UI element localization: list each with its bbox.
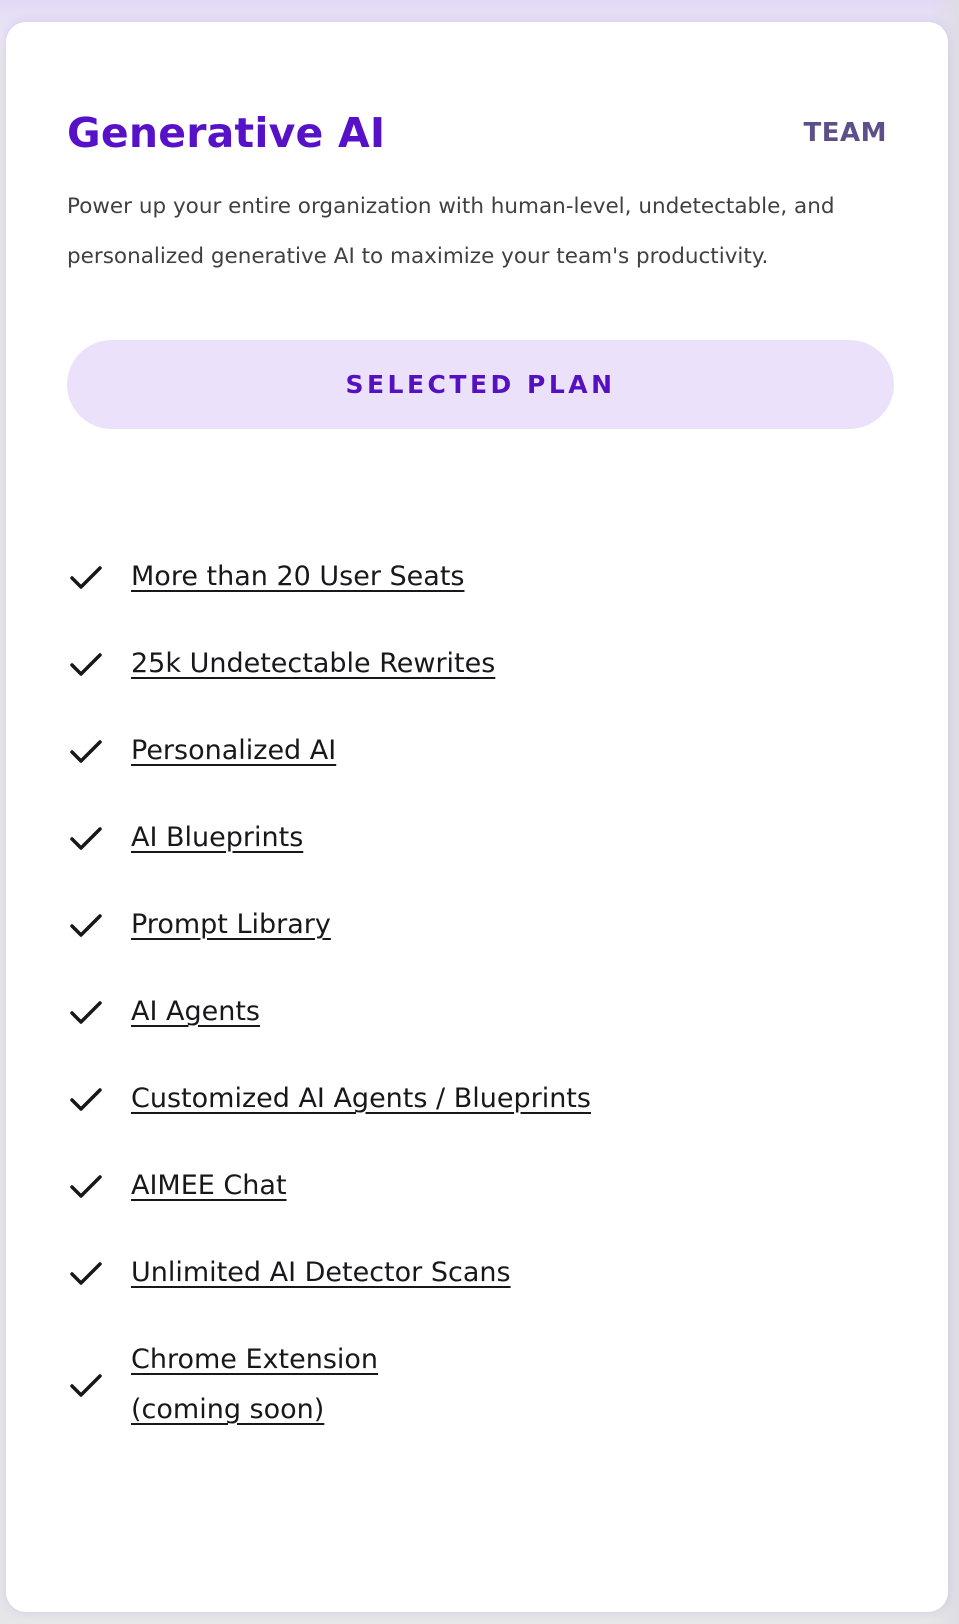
feature-link[interactable]: 25k Undetectable Rewrites [131,648,496,679]
check-icon [67,905,107,945]
feature-item [67,987,260,1037]
pricing-card [6,22,948,1612]
feature-item [67,726,336,776]
check-icon [67,644,107,684]
feature-link[interactable]: Prompt Library [131,909,331,940]
feature-link[interactable]: AI Blueprints [131,822,304,853]
feature-item [67,1335,431,1435]
selected-plan-button[interactable]: SELECTED PLAN [67,340,894,429]
plan-description: Power up your entire organization with human-level, undetectable, and personalized generative AI to maximize your team's productivity. [67,194,835,269]
feature-item [67,552,464,602]
check-icon [67,1365,107,1405]
check-icon [67,731,107,771]
feature-item [67,1074,591,1124]
feature-item [67,1248,511,1298]
check-icon [67,557,107,597]
feature-link[interactable]: Unlimited AI Detector Scans [131,1257,511,1288]
check-icon [67,992,107,1032]
feature-link[interactable]: AIMEE Chat [131,1170,287,1201]
check-icon [67,1253,107,1293]
check-icon [67,1079,107,1119]
feature-link[interactable]: Chrome Extension (coming soon) [131,1344,379,1425]
feature-link[interactable]: Customized AI Agents / Blueprints [131,1083,591,1114]
check-icon [67,1166,107,1206]
check-icon [67,818,107,858]
feature-link[interactable]: Personalized AI [131,735,337,766]
feature-item [67,813,303,863]
feature-item [67,900,331,950]
feature-link[interactable]: More than 20 User Seats [131,561,465,592]
feature-item [67,1161,287,1211]
plan-title: Generative AI [67,109,386,157]
plan-tier-label: TEAM [803,118,887,148]
feature-link[interactable]: AI Agents [131,996,261,1027]
feature-item [67,639,495,689]
